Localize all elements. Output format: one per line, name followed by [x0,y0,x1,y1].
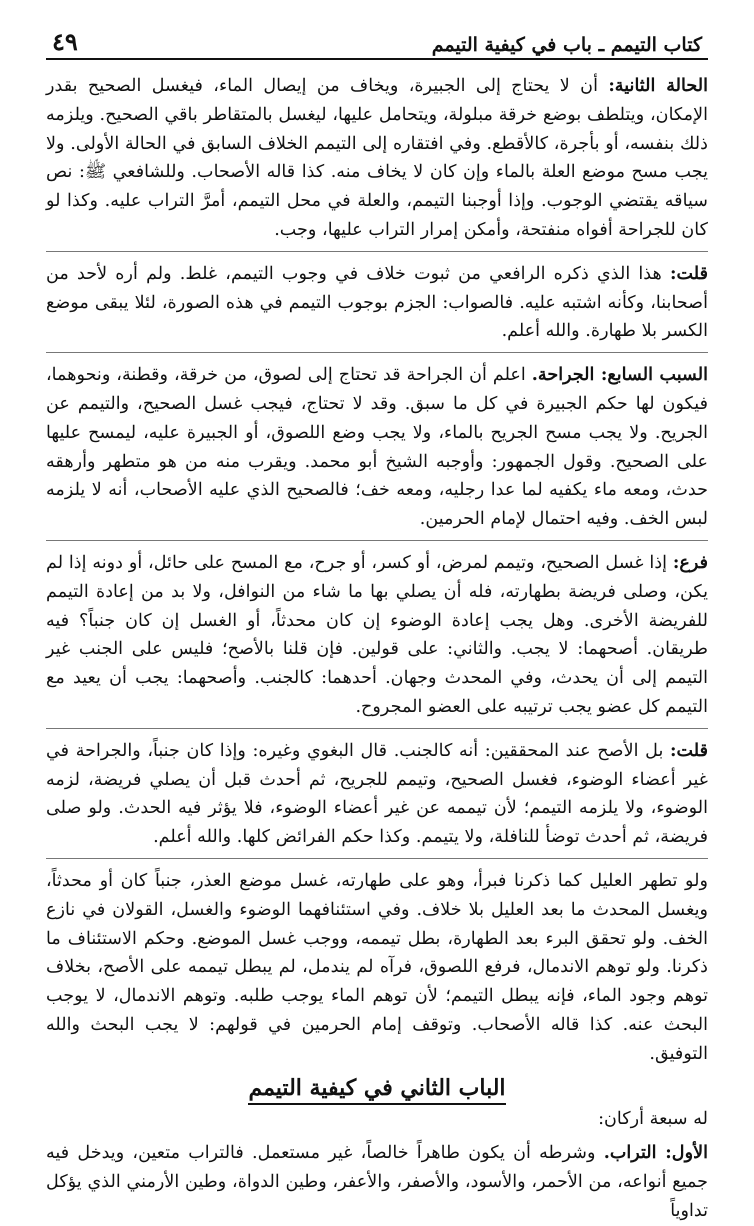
paragraph-lead: قلت: [669,739,708,761]
paragraph-branch [46,549,708,722]
paragraph-note-one [46,260,708,346]
section-divider [46,858,708,859]
paragraph-text: هذا الذي ذكره الرافعي من ثبوت خلاف في وجوب التيمم، غلط. ولم أره لأحد من أصحابنا، وكأنه اشتبه عليه. فالصواب: الجزم بوجوب التيمم في هذه الصورة، لئلا يبقى موضع الكسر بلا طهارة. والله أعلم. [46,263,708,342]
chapter-title [46,1075,708,1101]
section-divider [46,251,708,252]
paragraph-text: بل الأصح عند المحققين: أنه كالجنب. قال البغوي وغيره: وإذا كان جنباً، والجراحة في غير أعضاء الوضوء، فغسل الصحيح، وتيمم للجريح، ثم أحدث قبل أن يصلي فريضة، لزمه الوضوء، ولا يلزمه التيمم؛ لأن تيممه عن غير أعضاء الوضوء، فلا يؤثر فيه الحدث. ولو صلى فريضة، ثم أحدث توضأ للنافلة، ولا يتيمم. وكذا حكم الفرائض كلها. والله أعلم. [46,740,708,848]
section-divider [46,352,708,353]
page-number: ٤٩ [52,27,78,56]
paragraph-text: ولو تطهر العليل كما ذكرنا فبرأ، وهو على طهارته، غسل موضع العذر، جنباً كان أو محدثاً، ويغسل المحدث ما بعد العليل بلا خلاف. وفي استئنافهما الوضوء والغسل، القولان في نازع الخف. ولو تحقق البرء بعد الطهارة، بطل تيممه، ووجب غسل الموضع. وحكم الاستئناف ما ذكرنا. ولو توهم الاندمال، فرفع اللصوق، فرآه لم يندمل، لم يبطل تيممه على الأصح، بخلاف توهم وجود الماء، فإنه يبطل التيمم؛ لأن توهم الماء يوجب طلبه. وتوهم الاندمال، لا يوجب البحث عنه. كذا قاله الأصحاب. وتوقف إمام الحرمين في قولهم: لا يجب البحث والله التوفيق. [46,870,708,1064]
paragraph-lead: الأول: التراب. [603,1142,708,1164]
paragraph-first-pillar [46,1139,708,1225]
paragraph-lead: السبب السابع: الجراحة. [531,364,708,386]
paragraph-lead: قلت: [669,262,708,284]
chapter-title-text: الباب الثاني في كيفية التيمم [248,1075,505,1105]
paragraph-text: اعلم أن الجراحة قد تحتاج إلى لصوق، من خرقة، وقطنة، ونحوهما، فيكون لها حكم الجبيرة في كل ما سبق. وقد لا تحتاج، فيجب غسل الصحيح، والتيمم عن الجريح. ولا يجب مسح الجريح بالماء، ولا يجب وضع اللصوق، أو الجبيرة عليه، ليمسح عليها على الصحيح. وقول الجمهور: وأوجبه الشيخ أبو محمد. ويقرب منه من هو متطهر وأرهقه حدث، ومعه ماء يكفيه لما عدا رجليه، ومعه خف؛ فالصحيح الذي عليه الأصحاب، أنه لا يلزمه لبس الخف. وفيه احتمال لإمام الحرمين. [46,365,708,530]
header-title: كتاب التيمم ـ باب في كيفية التيمم [431,34,702,56]
paragraph-text: وشرطه أن يكون طاهراً خالصاً، غير مستعمل. فالتراب متعين، ويدخل فيه جميع أنواعه، من الأحمر، والأسود، والأصفر، والأعفر، وطين الدواة، وطين الأرمني الذي يؤكل تداوياً [46,1143,708,1221]
paragraph-text: إذا غسل الصحيح، وتيمم لمرض، أو كسر، أو جرح، مع المسح على حائل، أو دونه إذا لم يكن، وصلى فريضة بطهارته، فله أن يصلي بها ما شاء من النوافل، ولا بد من إعادة التيمم للفريضة الأخرى. وهل يجب إعادة الوضوء إن كان محدثاً، أو الغسل إن كان جنباً؟ فيه طريقان. أصحهما: لا يجب. والثاني: على قولين. فإن قلنا بالأصح؛ فليس على الجنب غير التيمم إلى أن يحدث، وفي المحدث وجهان. أحدهما: كالجنب. وأصحهما: يجب أن يعيد مع التيمم كل عضو يجب ترتيبه على العضو المجروح. [46,552,708,717]
section-divider [46,728,708,729]
running-header [46,20,708,56]
paragraph-lead: الحالة الثانية: [608,75,708,96]
paragraph-case-two [46,72,708,245]
paragraph-pillars-intro [46,1105,708,1134]
paragraph-healing [46,867,708,1069]
section-divider [46,540,708,541]
paragraph-seventh-cause [46,361,708,534]
paragraph-text: له سبعة أركان: [598,1108,708,1129]
paragraph-note-two [46,737,708,852]
paragraph-lead: فرع: [672,551,708,573]
paragraph-text: أن لا يحتاج إلى الجبيرة، ويخاف من إيصال الماء، فيغسل الصحيح بقدر الإمكان، ويتلطف بوضع خرقة مبلولة، ويتحامل عليها، ليغسل بالمتقاطر باقي الصحيح. ويلزمه ذلك بنفسه، أو بأجرة، كالأقطع. وفي افتقاره إلى التيمم الخلاف السابق في الحالة الأولى. ولا يجب مسح موضع العلة بالماء وإن كان لا يخاف منه. كذا قاله الأصحاب. وللشافعي ﷺ: نص سياقه يقتضي الوجوب. وإذا أوجبنا التيمم، والعلة في محل التيمم، أمرَّ التراب عليه. وكذا لو كان للجراحة أفواه منفتحة، وأمكن إمرار التراب عليها، وجب. [46,76,708,240]
header-rule [46,58,708,60]
